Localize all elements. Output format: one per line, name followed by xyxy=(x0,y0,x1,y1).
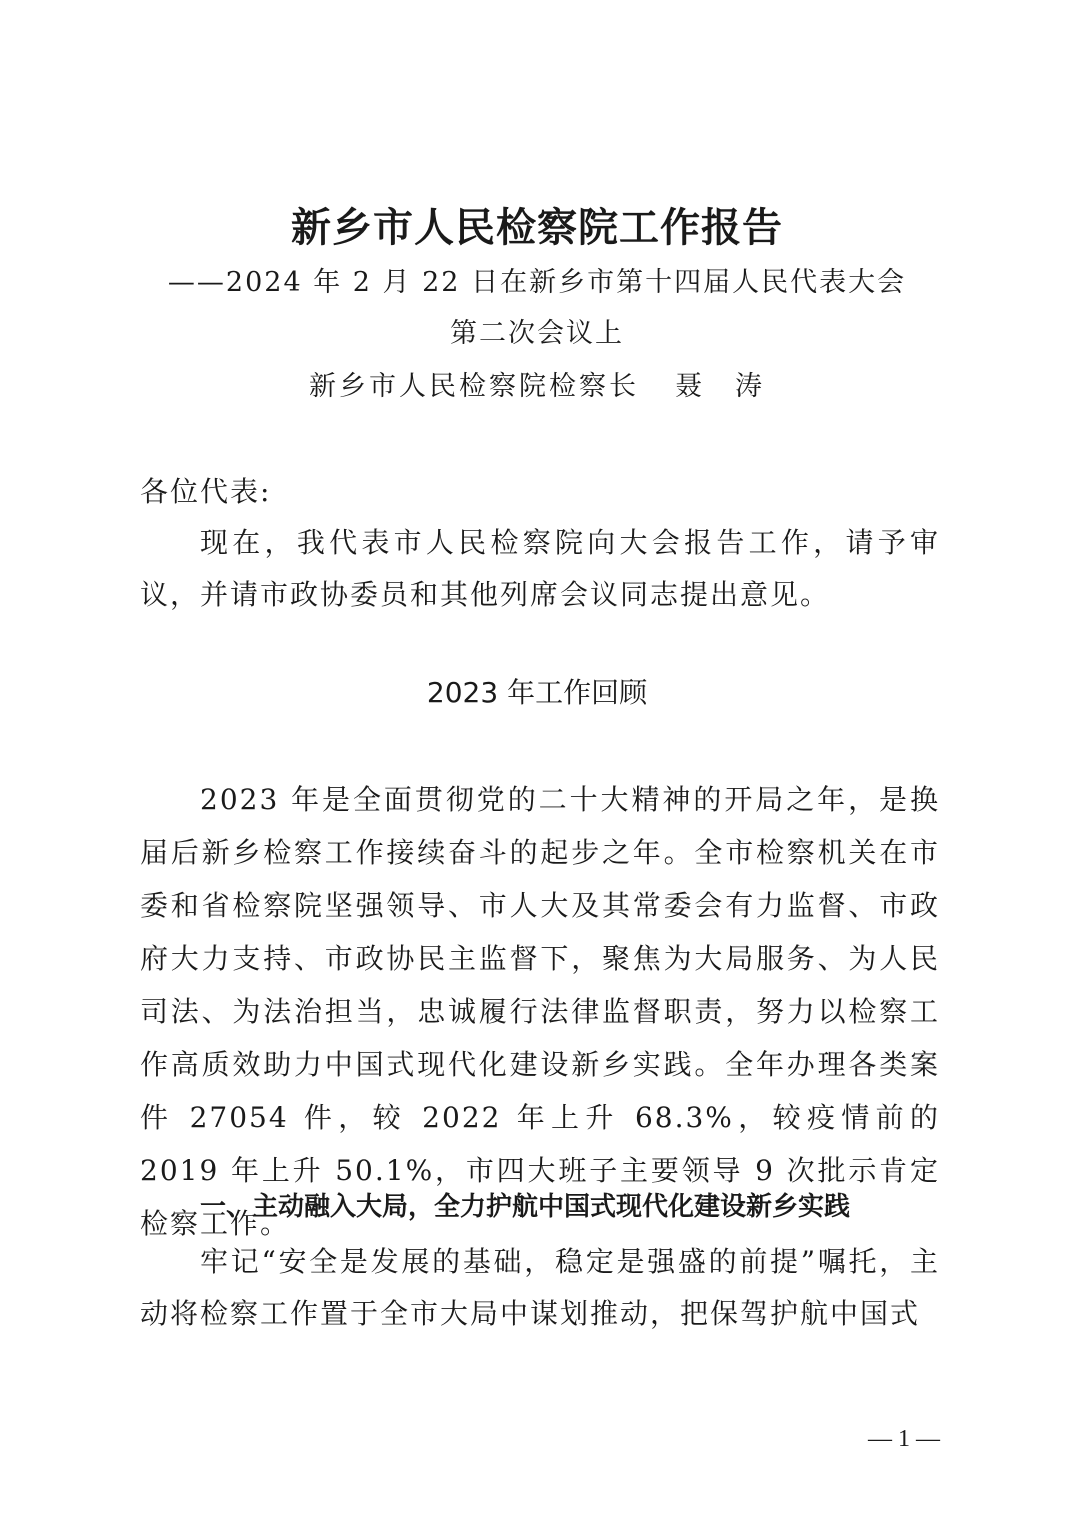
document-subtitle-line2: 第二次会议上 xyxy=(450,318,624,349)
author-title: 新乡市人民检察院检察长 xyxy=(309,371,639,402)
point-one-paragraph: 牢记“安全是发展的基础，稳定是强盛的前提”嘱托，主动将检察工作置于全市大局中谋划推动，把保驾护航中国式 xyxy=(140,1245,940,1330)
salutation: 各位代表: xyxy=(140,475,272,508)
document-title: 新乡市人民检察院工作报告 xyxy=(291,204,783,251)
page-number: — 1 — xyxy=(868,1426,940,1452)
document-subtitle-line1: ——2024 年 2 月 22 日在新乡市第十四届人民代表大会 xyxy=(167,267,907,298)
review-paragraph: 2023 年是全面贯彻党的二十大精神的开局之年，是换届后新乡检察工作接续奋斗的起步之年。全市检察机关在市委和省检察院坚强领导、市人大及其常委会有力监督、市政府大力支持、市政协民主监督下，聚焦为大局服务、为人民司法、为法治担当，忠诚履行法律监督职责，努力以检察工作高质效助力中国式现代化建设新乡实践。全年办理各类案件 27054 件，较 2022 年上升 68.3%，较疫情前的 2019 年上升 50.1%，市四大班子主要领导 9 次批示肯定检察工作。 xyxy=(140,783,940,1240)
intro-paragraph: 现在，我代表市人民检察院向大会报告工作，请予审议，并请市政协委员和其他列席会议同志提出意见。 xyxy=(140,526,940,611)
author-line xyxy=(0,367,1074,407)
point-one-heading: 一、主动融入大局，全力护航中国式现代化建设新乡实践 xyxy=(200,1192,851,1222)
author-name: 聂 涛 xyxy=(675,371,765,402)
section-heading: 2023 年工作回顾 xyxy=(426,676,648,709)
